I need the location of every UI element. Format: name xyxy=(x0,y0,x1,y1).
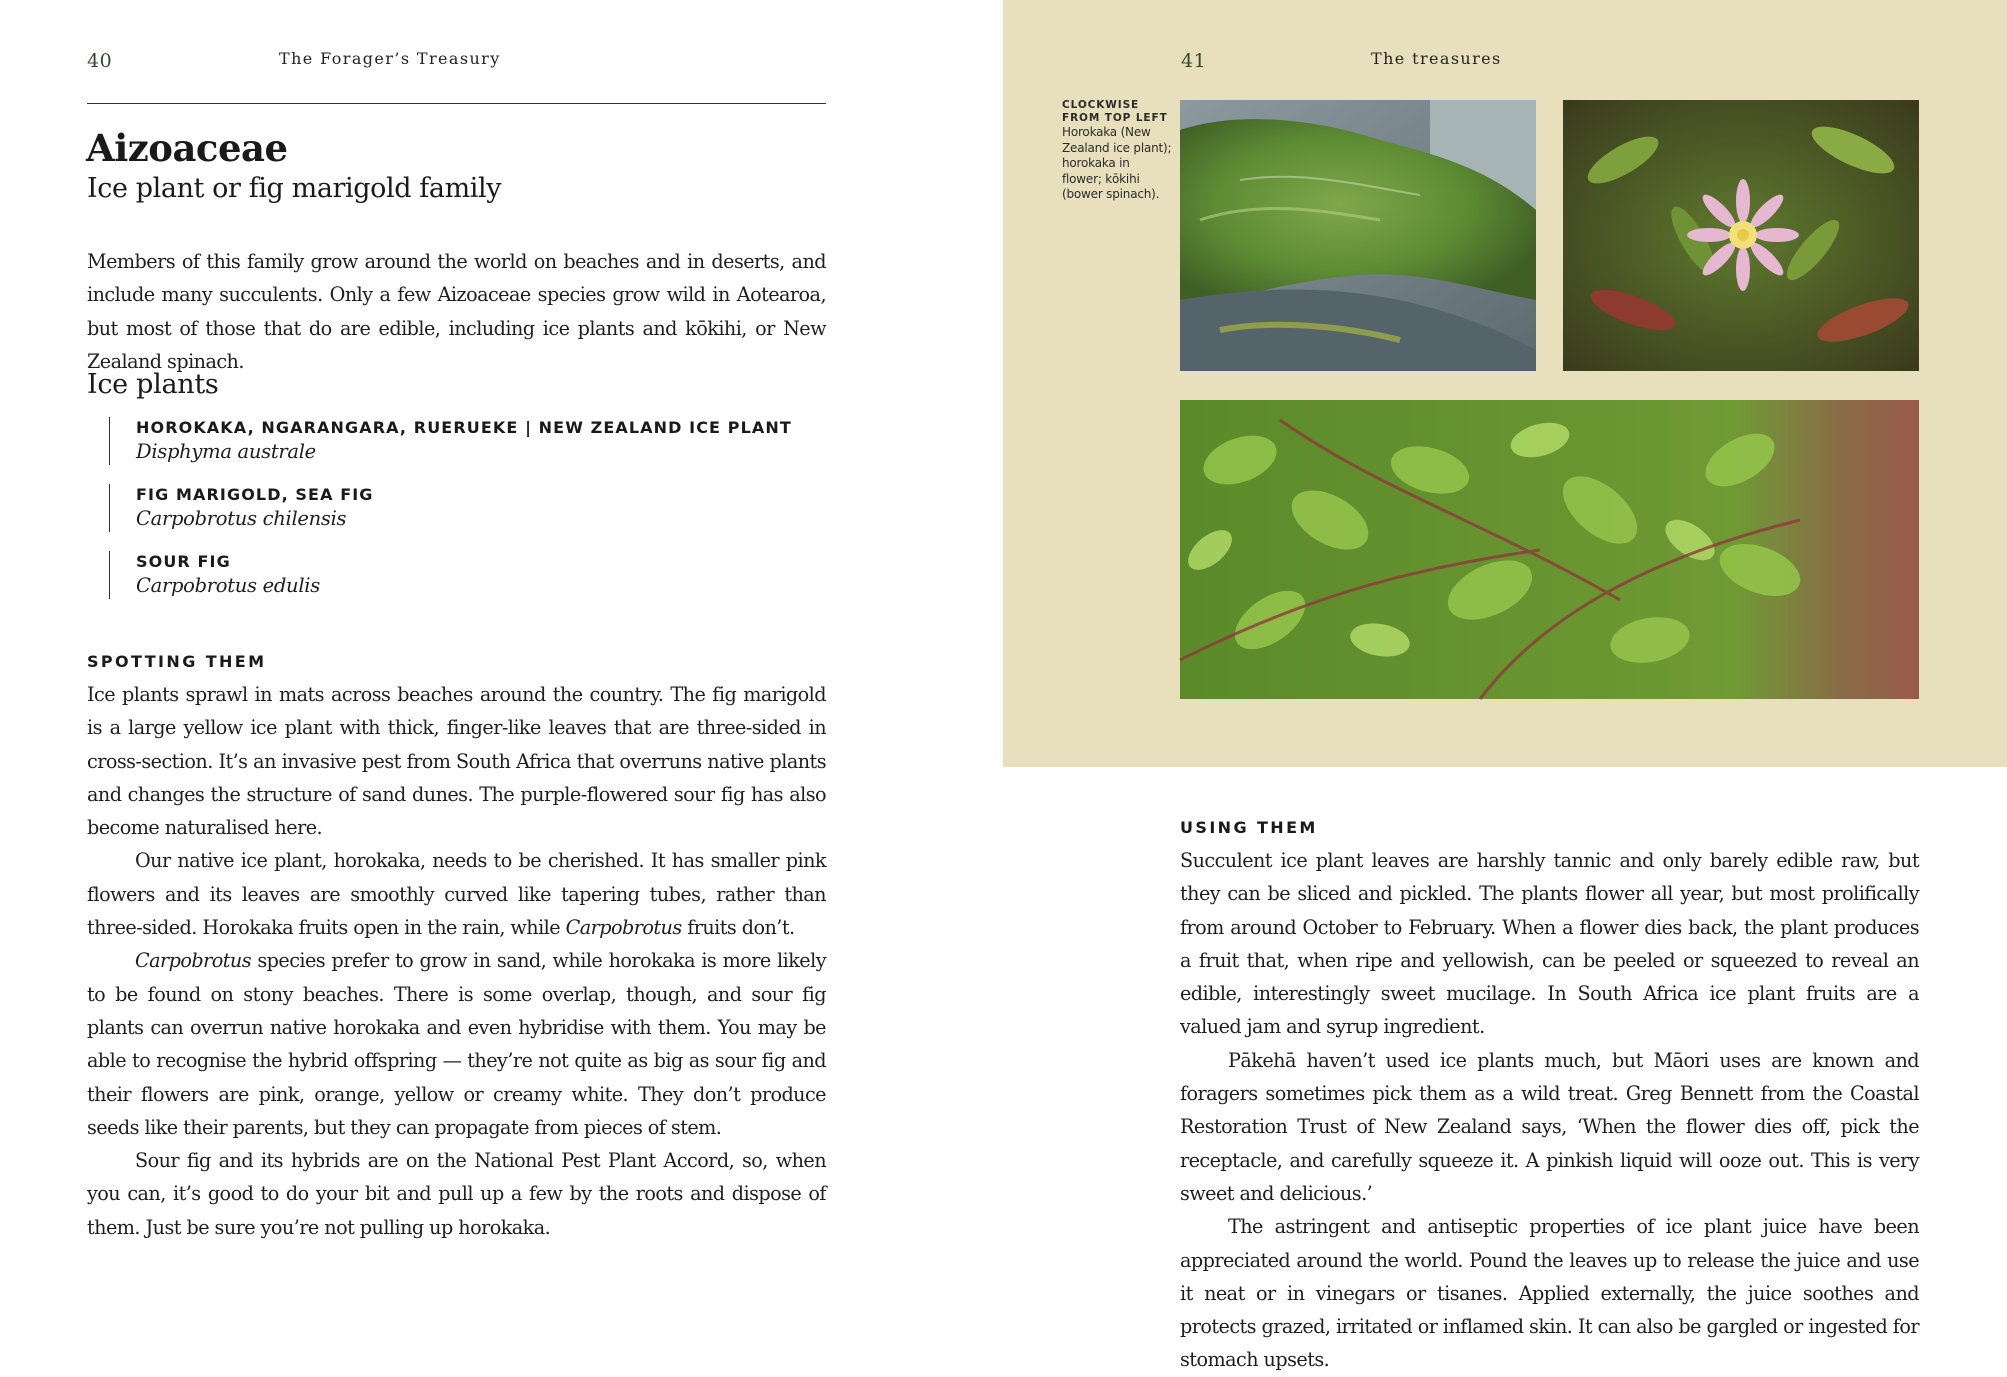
photo-kokihi xyxy=(1180,400,1919,699)
running-head-left: The Forager’s Treasury xyxy=(279,49,501,68)
group-heading: Ice plants xyxy=(87,369,219,400)
photo-horokaka-on-rock xyxy=(1180,100,1536,371)
paragraph: The astringent and antiseptic properties of ice plant juice have been appreciated around the world. Pound the leaves up to release the juice and use it neat or in vinegars or tisanes. Applied externally, the juice soothes and protects grazed, irritated or inflamed skin. It can also be gargled or ingested for stomach upsets. xyxy=(1180,1215,1919,1372)
page-number-right: 41 xyxy=(1181,50,1207,72)
species-entry xyxy=(109,484,374,532)
italic-genus: Carpobrotus xyxy=(135,949,251,973)
paragraph xyxy=(87,944,826,1144)
section-heading-using: USING THEM xyxy=(1180,818,1318,837)
species-common-name: SOUR FIG xyxy=(136,552,231,571)
left-page xyxy=(0,0,1003,1358)
caption-heading: CLOCKWISE FROM TOP LEFT xyxy=(1062,99,1168,124)
page-number-left: 40 xyxy=(87,50,113,72)
family-title: Aizoaceae xyxy=(86,126,288,170)
photo-icon xyxy=(1180,400,1919,699)
photo-icon xyxy=(1563,100,1919,371)
right-page xyxy=(1003,0,2007,1372)
photo-caption xyxy=(1062,99,1172,203)
spotting-text xyxy=(87,678,826,1244)
species-entry xyxy=(109,417,792,465)
paragraph xyxy=(87,844,826,944)
text-run: species prefer to grow in sand, while horokaka is more likely to be found on stony beaches. There is some overlap, though, and sour fig plants can overrun native horokaka and even hybridise with them. You may be able to recognise the hybrid offspring — they’re not quite as big as sour fig and their flowers are pink, orange, yellow or creamy white. They don’t produce seeds like their parents, but they can propagate from pieces of stem. xyxy=(87,949,826,1139)
paragraph: Succulent ice plant leaves are harshly tannic and only barely edible raw, but they can be sliced and pickled. The plants flower all year, but most prolifically from around October to February. When a flower dies back, the plant produces a fruit that, when ripe and yellowish, can be peeled or squeezed to reveal an edible, interestingly sweet mucilage. In South Africa ice plant fruits are a valued jam and syrup ingredient. xyxy=(1180,849,1919,1039)
species-common-name: FIG MARIGOLD, SEA FIG xyxy=(136,485,374,504)
species-latin-name: Carpobrotus edulis xyxy=(136,574,320,597)
section-heading-spotting: SPOTTING THEM xyxy=(87,652,267,671)
running-head-right: The treasures xyxy=(1371,49,1502,68)
photo-horokaka-in-flower xyxy=(1563,100,1919,371)
using-text xyxy=(1180,844,1919,1377)
paragraph: Sour fig and its hybrids are on the National Pest Plant Accord, so, when you can, it’s good to do your bit and pull up a few by the roots and dispose of them. Just be sure you’re not pulling up horokaka. xyxy=(87,1149,826,1239)
text-run: Our native ice plant, horokaka, needs to be cherished. It has smaller pink flowers and its leaves are smoothly curved like tapering tubes, rather than three-sided. Horokaka fruits open in the rain, while xyxy=(87,849,826,940)
species-common-name: HOROKAKA, NGARANGARA, RUERUEKE | NEW ZEALAND ICE PLANT xyxy=(136,418,792,437)
italic-genus: Carpobrotus xyxy=(565,916,682,940)
paragraph: Pākehā haven’t used ice plants much, but Māori uses are known and foragers sometimes pick them as a wild treat. Greg Bennett from the Coastal Restoration Trust of New Zealand says, ‘When the flower dies off, pick the receptacle, and carefully squeeze it. A pinkish liquid will ooze out. This is very sweet and delicious.’ xyxy=(1180,1048,1919,1205)
paragraph: Ice plants sprawl in mats across beaches around the country. The fig marigold is a large yellow ice plant with thick, finger-like leaves that are three-sided in cross-section. It’s an invasive pest from South Africa that overruns native plants and changes the structure of sand dunes. The purple-flowered sour fig has also become naturalised here. xyxy=(87,683,826,840)
species-latin-name: Carpobrotus chilensis xyxy=(136,507,347,530)
species-latin-name: Disphyma australe xyxy=(136,440,316,463)
species-entry xyxy=(109,551,320,599)
text-run: fruits don’t. xyxy=(681,916,795,940)
photo-icon xyxy=(1180,100,1536,371)
caption-text: Horokaka (New Zealand ice plant); horokaka in flower; kōkihi (bower spinach). xyxy=(1062,125,1172,201)
header-rule xyxy=(87,103,826,104)
intro-paragraph: Members of this family grow around the world on beaches and in deserts, and include many succulents. Only a few Aizoaceae species grow wild in Aotearoa, but most of those that do are edible, including ice plants and kōkihi, or New Zealand spinach. xyxy=(87,250,826,373)
family-subtitle: Ice plant or fig marigold family xyxy=(87,173,502,204)
